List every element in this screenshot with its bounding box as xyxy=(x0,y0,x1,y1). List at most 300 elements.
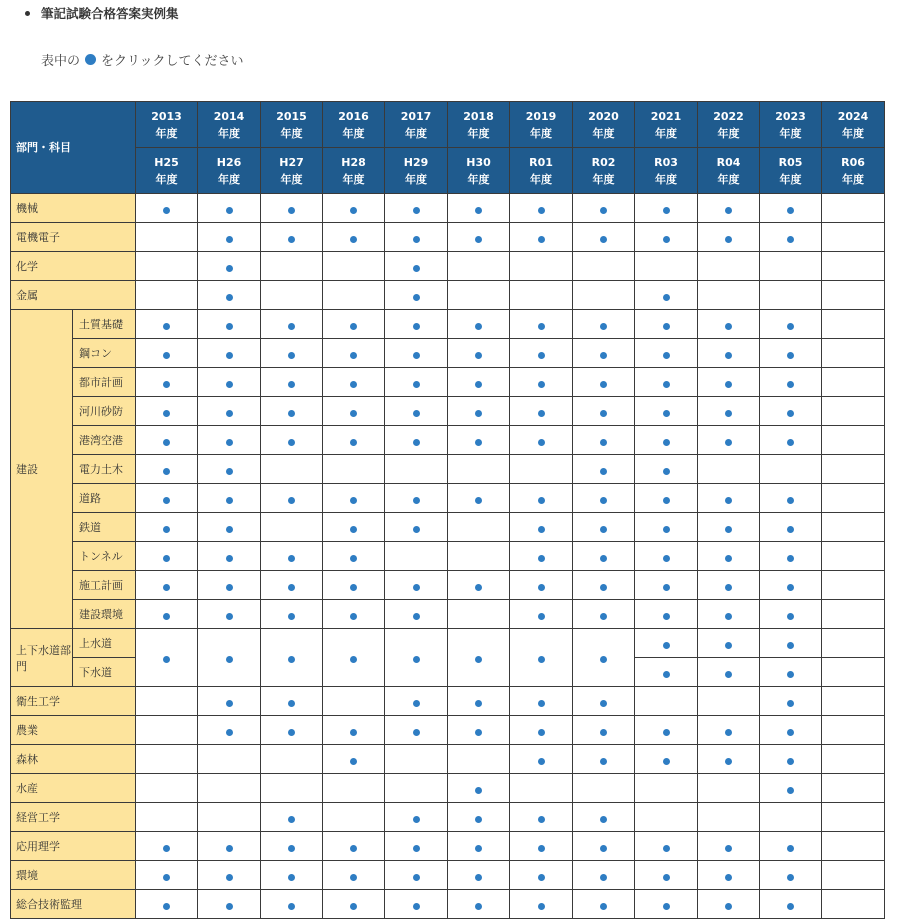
year-cell[interactable] xyxy=(510,745,573,774)
answer-link-dot-icon[interactable] xyxy=(475,903,482,910)
year-cell[interactable] xyxy=(198,194,261,223)
answer-link-dot-icon[interactable] xyxy=(288,700,295,707)
answer-link-dot-icon[interactable] xyxy=(663,294,670,301)
year-cell[interactable] xyxy=(698,890,760,919)
year-cell[interactable] xyxy=(635,194,698,223)
year-cell[interactable] xyxy=(198,368,261,397)
answer-link-dot-icon[interactable] xyxy=(163,845,170,852)
year-cell[interactable] xyxy=(760,397,822,426)
year-cell[interactable] xyxy=(198,716,261,745)
answer-link-dot-icon[interactable] xyxy=(350,874,357,881)
year-cell[interactable] xyxy=(136,861,198,890)
answer-link-dot-icon[interactable] xyxy=(350,555,357,562)
year-cell[interactable] xyxy=(573,629,635,687)
answer-link-dot-icon[interactable] xyxy=(163,584,170,591)
year-cell[interactable] xyxy=(261,426,323,455)
year-cell[interactable] xyxy=(261,223,323,252)
answer-link-dot-icon[interactable] xyxy=(475,323,482,330)
year-cell[interactable] xyxy=(573,513,635,542)
answer-link-dot-icon[interactable] xyxy=(226,497,233,504)
answer-link-dot-icon[interactable] xyxy=(350,845,357,852)
answer-link-dot-icon[interactable] xyxy=(413,613,420,620)
year-cell[interactable] xyxy=(261,629,323,687)
answer-link-dot-icon[interactable] xyxy=(226,874,233,881)
year-cell[interactable] xyxy=(510,339,573,368)
year-cell[interactable] xyxy=(698,397,760,426)
answer-link-dot-icon[interactable] xyxy=(413,207,420,214)
year-cell[interactable] xyxy=(198,455,261,484)
answer-link-dot-icon[interactable] xyxy=(600,656,607,663)
answer-link-dot-icon[interactable] xyxy=(538,526,545,533)
answer-link-dot-icon[interactable] xyxy=(226,845,233,852)
answer-link-dot-icon[interactable] xyxy=(226,352,233,359)
answer-link-dot-icon[interactable] xyxy=(350,656,357,663)
answer-link-dot-icon[interactable] xyxy=(350,526,357,533)
answer-link-dot-icon[interactable] xyxy=(538,323,545,330)
answer-link-dot-icon[interactable] xyxy=(600,468,607,475)
answer-link-dot-icon[interactable] xyxy=(663,555,670,562)
year-cell[interactable] xyxy=(198,542,261,571)
year-cell[interactable] xyxy=(635,745,698,774)
answer-link-dot-icon[interactable] xyxy=(538,381,545,388)
answer-link-dot-icon[interactable] xyxy=(600,729,607,736)
year-cell[interactable] xyxy=(385,571,448,600)
year-cell[interactable] xyxy=(760,716,822,745)
answer-link-dot-icon[interactable] xyxy=(600,555,607,562)
answer-link-dot-icon[interactable] xyxy=(725,323,732,330)
answer-link-dot-icon[interactable] xyxy=(663,381,670,388)
answer-link-dot-icon[interactable] xyxy=(787,671,794,678)
year-cell[interactable] xyxy=(635,397,698,426)
year-cell[interactable] xyxy=(385,629,448,687)
answer-link-dot-icon[interactable] xyxy=(663,874,670,881)
year-cell[interactable] xyxy=(448,310,510,339)
answer-link-dot-icon[interactable] xyxy=(226,584,233,591)
year-cell[interactable] xyxy=(198,223,261,252)
year-cell[interactable] xyxy=(635,832,698,861)
answer-link-dot-icon[interactable] xyxy=(538,903,545,910)
answer-link-dot-icon[interactable] xyxy=(226,526,233,533)
answer-link-dot-icon[interactable] xyxy=(226,468,233,475)
answer-link-dot-icon[interactable] xyxy=(663,497,670,504)
answer-link-dot-icon[interactable] xyxy=(663,642,670,649)
answer-link-dot-icon[interactable] xyxy=(538,816,545,823)
year-cell[interactable] xyxy=(635,455,698,484)
answer-link-dot-icon[interactable] xyxy=(475,236,482,243)
answer-link-dot-icon[interactable] xyxy=(787,758,794,765)
answer-link-dot-icon[interactable] xyxy=(350,729,357,736)
answer-link-dot-icon[interactable] xyxy=(350,439,357,446)
year-cell[interactable] xyxy=(448,832,510,861)
year-cell[interactable] xyxy=(760,861,822,890)
answer-link-dot-icon[interactable] xyxy=(413,265,420,272)
year-cell[interactable] xyxy=(635,716,698,745)
answer-link-dot-icon[interactable] xyxy=(538,497,545,504)
year-cell[interactable] xyxy=(760,339,822,368)
answer-link-dot-icon[interactable] xyxy=(350,207,357,214)
answer-link-dot-icon[interactable] xyxy=(226,410,233,417)
answer-link-dot-icon[interactable] xyxy=(288,656,295,663)
year-cell[interactable] xyxy=(136,600,198,629)
answer-link-dot-icon[interactable] xyxy=(350,497,357,504)
year-cell[interactable] xyxy=(261,368,323,397)
year-cell[interactable] xyxy=(323,629,385,687)
answer-link-dot-icon[interactable] xyxy=(787,555,794,562)
answer-link-dot-icon[interactable] xyxy=(475,816,482,823)
year-cell[interactable] xyxy=(136,397,198,426)
answer-link-dot-icon[interactable] xyxy=(725,874,732,881)
year-cell[interactable] xyxy=(198,310,261,339)
answer-link-dot-icon[interactable] xyxy=(413,381,420,388)
year-cell[interactable] xyxy=(323,426,385,455)
answer-link-dot-icon[interactable] xyxy=(226,656,233,663)
answer-link-dot-icon[interactable] xyxy=(163,352,170,359)
year-cell[interactable] xyxy=(261,542,323,571)
year-cell[interactable] xyxy=(573,339,635,368)
year-cell[interactable] xyxy=(448,629,510,687)
year-cell[interactable] xyxy=(448,716,510,745)
year-cell[interactable] xyxy=(760,687,822,716)
answer-link-dot-icon[interactable] xyxy=(787,845,794,852)
answer-link-dot-icon[interactable] xyxy=(288,410,295,417)
answer-link-dot-icon[interactable] xyxy=(663,671,670,678)
answer-link-dot-icon[interactable] xyxy=(226,265,233,272)
answer-link-dot-icon[interactable] xyxy=(163,874,170,881)
answer-link-dot-icon[interactable] xyxy=(288,352,295,359)
year-cell[interactable] xyxy=(385,861,448,890)
year-cell[interactable] xyxy=(198,513,261,542)
answer-link-dot-icon[interactable] xyxy=(350,584,357,591)
year-cell[interactable] xyxy=(323,368,385,397)
year-cell[interactable] xyxy=(448,368,510,397)
answer-link-dot-icon[interactable] xyxy=(600,323,607,330)
year-cell[interactable] xyxy=(698,600,760,629)
answer-link-dot-icon[interactable] xyxy=(288,207,295,214)
year-cell[interactable] xyxy=(323,832,385,861)
year-cell[interactable] xyxy=(448,223,510,252)
year-cell[interactable] xyxy=(198,629,261,687)
year-cell[interactable] xyxy=(698,832,760,861)
year-cell[interactable] xyxy=(385,310,448,339)
answer-link-dot-icon[interactable] xyxy=(600,352,607,359)
year-cell[interactable] xyxy=(198,252,261,281)
answer-link-dot-icon[interactable] xyxy=(725,352,732,359)
answer-link-dot-icon[interactable] xyxy=(600,207,607,214)
year-cell[interactable] xyxy=(385,832,448,861)
year-cell[interactable] xyxy=(385,716,448,745)
year-cell[interactable] xyxy=(760,484,822,513)
year-cell[interactable] xyxy=(760,368,822,397)
answer-link-dot-icon[interactable] xyxy=(413,294,420,301)
year-cell[interactable] xyxy=(760,426,822,455)
answer-link-dot-icon[interactable] xyxy=(787,700,794,707)
answer-link-dot-icon[interactable] xyxy=(787,207,794,214)
answer-link-dot-icon[interactable] xyxy=(163,613,170,620)
answer-link-dot-icon[interactable] xyxy=(663,729,670,736)
answer-link-dot-icon[interactable] xyxy=(787,381,794,388)
answer-link-dot-icon[interactable] xyxy=(413,352,420,359)
answer-link-dot-icon[interactable] xyxy=(350,236,357,243)
year-cell[interactable] xyxy=(698,542,760,571)
year-cell[interactable] xyxy=(635,658,698,687)
year-cell[interactable] xyxy=(385,890,448,919)
year-cell[interactable] xyxy=(448,194,510,223)
year-cell[interactable] xyxy=(510,310,573,339)
year-cell[interactable] xyxy=(323,310,385,339)
year-cell[interactable] xyxy=(510,397,573,426)
year-cell[interactable] xyxy=(323,484,385,513)
year-cell[interactable] xyxy=(448,339,510,368)
answer-link-dot-icon[interactable] xyxy=(725,497,732,504)
year-cell[interactable] xyxy=(261,890,323,919)
answer-link-dot-icon[interactable] xyxy=(600,700,607,707)
year-cell[interactable] xyxy=(385,223,448,252)
year-cell[interactable] xyxy=(698,658,760,687)
answer-link-dot-icon[interactable] xyxy=(413,700,420,707)
year-cell[interactable] xyxy=(261,861,323,890)
answer-link-dot-icon[interactable] xyxy=(725,758,732,765)
answer-link-dot-icon[interactable] xyxy=(663,236,670,243)
answer-link-dot-icon[interactable] xyxy=(475,729,482,736)
answer-link-dot-icon[interactable] xyxy=(288,845,295,852)
year-cell[interactable] xyxy=(448,687,510,716)
answer-link-dot-icon[interactable] xyxy=(413,236,420,243)
answer-link-dot-icon[interactable] xyxy=(725,671,732,678)
answer-link-dot-icon[interactable] xyxy=(600,903,607,910)
answer-link-dot-icon[interactable] xyxy=(600,439,607,446)
year-cell[interactable] xyxy=(635,484,698,513)
answer-link-dot-icon[interactable] xyxy=(475,497,482,504)
answer-link-dot-icon[interactable] xyxy=(600,874,607,881)
year-cell[interactable] xyxy=(385,513,448,542)
year-cell[interactable] xyxy=(198,426,261,455)
answer-link-dot-icon[interactable] xyxy=(413,410,420,417)
answer-link-dot-icon[interactable] xyxy=(600,410,607,417)
answer-link-dot-icon[interactable] xyxy=(288,555,295,562)
year-cell[interactable] xyxy=(698,571,760,600)
answer-link-dot-icon[interactable] xyxy=(538,555,545,562)
year-cell[interactable] xyxy=(136,890,198,919)
answer-link-dot-icon[interactable] xyxy=(538,700,545,707)
answer-link-dot-icon[interactable] xyxy=(787,352,794,359)
answer-link-dot-icon[interactable] xyxy=(413,439,420,446)
year-cell[interactable] xyxy=(198,861,261,890)
year-cell[interactable] xyxy=(385,194,448,223)
year-cell[interactable] xyxy=(198,484,261,513)
answer-link-dot-icon[interactable] xyxy=(787,729,794,736)
answer-link-dot-icon[interactable] xyxy=(600,526,607,533)
year-cell[interactable] xyxy=(136,194,198,223)
year-cell[interactable] xyxy=(573,223,635,252)
answer-link-dot-icon[interactable] xyxy=(226,236,233,243)
year-cell[interactable] xyxy=(510,629,573,687)
answer-link-dot-icon[interactable] xyxy=(226,323,233,330)
answer-link-dot-icon[interactable] xyxy=(163,526,170,533)
year-cell[interactable] xyxy=(136,513,198,542)
answer-link-dot-icon[interactable] xyxy=(350,758,357,765)
year-cell[interactable] xyxy=(635,571,698,600)
answer-link-dot-icon[interactable] xyxy=(413,903,420,910)
answer-link-dot-icon[interactable] xyxy=(538,352,545,359)
year-cell[interactable] xyxy=(510,513,573,542)
year-cell[interactable] xyxy=(635,339,698,368)
year-cell[interactable] xyxy=(323,397,385,426)
answer-link-dot-icon[interactable] xyxy=(600,236,607,243)
answer-link-dot-icon[interactable] xyxy=(663,526,670,533)
year-cell[interactable] xyxy=(698,310,760,339)
answer-link-dot-icon[interactable] xyxy=(413,656,420,663)
answer-link-dot-icon[interactable] xyxy=(538,656,545,663)
year-cell[interactable] xyxy=(385,803,448,832)
year-cell[interactable] xyxy=(510,600,573,629)
year-cell[interactable] xyxy=(698,716,760,745)
year-cell[interactable] xyxy=(261,310,323,339)
answer-link-dot-icon[interactable] xyxy=(288,613,295,620)
answer-link-dot-icon[interactable] xyxy=(350,903,357,910)
year-cell[interactable] xyxy=(698,223,760,252)
year-cell[interactable] xyxy=(136,571,198,600)
year-cell[interactable] xyxy=(323,890,385,919)
answer-link-dot-icon[interactable] xyxy=(787,874,794,881)
answer-link-dot-icon[interactable] xyxy=(475,845,482,852)
answer-link-dot-icon[interactable] xyxy=(663,439,670,446)
year-cell[interactable] xyxy=(261,484,323,513)
answer-link-dot-icon[interactable] xyxy=(600,816,607,823)
year-cell[interactable] xyxy=(323,194,385,223)
year-cell[interactable] xyxy=(698,339,760,368)
year-cell[interactable] xyxy=(760,571,822,600)
answer-link-dot-icon[interactable] xyxy=(475,352,482,359)
year-cell[interactable] xyxy=(573,716,635,745)
answer-link-dot-icon[interactable] xyxy=(600,845,607,852)
year-cell[interactable] xyxy=(448,890,510,919)
answer-link-dot-icon[interactable] xyxy=(288,729,295,736)
year-cell[interactable] xyxy=(698,194,760,223)
answer-link-dot-icon[interactable] xyxy=(226,700,233,707)
answer-link-dot-icon[interactable] xyxy=(663,903,670,910)
answer-link-dot-icon[interactable] xyxy=(538,236,545,243)
year-cell[interactable] xyxy=(385,687,448,716)
year-cell[interactable] xyxy=(510,484,573,513)
year-cell[interactable] xyxy=(698,861,760,890)
year-cell[interactable] xyxy=(510,426,573,455)
answer-link-dot-icon[interactable] xyxy=(163,656,170,663)
answer-link-dot-icon[interactable] xyxy=(538,410,545,417)
answer-link-dot-icon[interactable] xyxy=(475,207,482,214)
year-cell[interactable] xyxy=(136,629,198,687)
year-cell[interactable] xyxy=(510,716,573,745)
answer-link-dot-icon[interactable] xyxy=(163,207,170,214)
answer-link-dot-icon[interactable] xyxy=(538,439,545,446)
answer-link-dot-icon[interactable] xyxy=(350,613,357,620)
answer-link-dot-icon[interactable] xyxy=(163,323,170,330)
answer-link-dot-icon[interactable] xyxy=(350,323,357,330)
answer-link-dot-icon[interactable] xyxy=(725,439,732,446)
year-cell[interactable] xyxy=(323,861,385,890)
year-cell[interactable] xyxy=(385,426,448,455)
year-cell[interactable] xyxy=(323,513,385,542)
answer-link-dot-icon[interactable] xyxy=(288,236,295,243)
year-cell[interactable] xyxy=(760,513,822,542)
answer-link-dot-icon[interactable] xyxy=(475,410,482,417)
year-cell[interactable] xyxy=(448,774,510,803)
answer-link-dot-icon[interactable] xyxy=(163,903,170,910)
year-cell[interactable] xyxy=(261,194,323,223)
year-cell[interactable] xyxy=(698,745,760,774)
answer-link-dot-icon[interactable] xyxy=(475,874,482,881)
year-cell[interactable] xyxy=(448,571,510,600)
year-cell[interactable] xyxy=(198,281,261,310)
year-cell[interactable] xyxy=(760,658,822,687)
answer-link-dot-icon[interactable] xyxy=(787,584,794,591)
year-cell[interactable] xyxy=(261,339,323,368)
year-cell[interactable] xyxy=(510,861,573,890)
answer-link-dot-icon[interactable] xyxy=(725,381,732,388)
answer-link-dot-icon[interactable] xyxy=(350,381,357,388)
year-cell[interactable] xyxy=(573,687,635,716)
year-cell[interactable] xyxy=(385,600,448,629)
year-cell[interactable] xyxy=(510,803,573,832)
year-cell[interactable] xyxy=(198,890,261,919)
year-cell[interactable] xyxy=(573,426,635,455)
answer-link-dot-icon[interactable] xyxy=(413,845,420,852)
answer-link-dot-icon[interactable] xyxy=(350,410,357,417)
answer-link-dot-icon[interactable] xyxy=(413,584,420,591)
year-cell[interactable] xyxy=(510,890,573,919)
answer-link-dot-icon[interactable] xyxy=(725,410,732,417)
answer-link-dot-icon[interactable] xyxy=(163,555,170,562)
year-cell[interactable] xyxy=(573,861,635,890)
answer-link-dot-icon[interactable] xyxy=(787,613,794,620)
answer-link-dot-icon[interactable] xyxy=(226,555,233,562)
year-cell[interactable] xyxy=(198,397,261,426)
answer-link-dot-icon[interactable] xyxy=(350,352,357,359)
year-cell[interactable] xyxy=(136,542,198,571)
year-cell[interactable] xyxy=(698,513,760,542)
year-cell[interactable] xyxy=(323,542,385,571)
year-cell[interactable] xyxy=(198,600,261,629)
answer-link-dot-icon[interactable] xyxy=(600,613,607,620)
year-cell[interactable] xyxy=(635,629,698,658)
answer-link-dot-icon[interactable] xyxy=(226,381,233,388)
answer-link-dot-icon[interactable] xyxy=(725,845,732,852)
answer-link-dot-icon[interactable] xyxy=(600,381,607,388)
year-cell[interactable] xyxy=(323,339,385,368)
answer-link-dot-icon[interactable] xyxy=(413,729,420,736)
answer-link-dot-icon[interactable] xyxy=(538,584,545,591)
year-cell[interactable] xyxy=(573,890,635,919)
answer-link-dot-icon[interactable] xyxy=(413,497,420,504)
year-cell[interactable] xyxy=(136,310,198,339)
year-cell[interactable] xyxy=(760,310,822,339)
answer-link-dot-icon[interactable] xyxy=(226,294,233,301)
answer-link-dot-icon[interactable] xyxy=(787,787,794,794)
year-cell[interactable] xyxy=(136,832,198,861)
year-cell[interactable] xyxy=(448,803,510,832)
year-cell[interactable] xyxy=(510,194,573,223)
year-cell[interactable] xyxy=(198,339,261,368)
year-cell[interactable] xyxy=(635,890,698,919)
answer-link-dot-icon[interactable] xyxy=(725,207,732,214)
answer-link-dot-icon[interactable] xyxy=(787,439,794,446)
year-cell[interactable] xyxy=(635,368,698,397)
answer-link-dot-icon[interactable] xyxy=(663,845,670,852)
answer-link-dot-icon[interactable] xyxy=(163,439,170,446)
answer-link-dot-icon[interactable] xyxy=(725,526,732,533)
answer-link-dot-icon[interactable] xyxy=(226,903,233,910)
answer-link-dot-icon[interactable] xyxy=(226,439,233,446)
answer-link-dot-icon[interactable] xyxy=(600,497,607,504)
